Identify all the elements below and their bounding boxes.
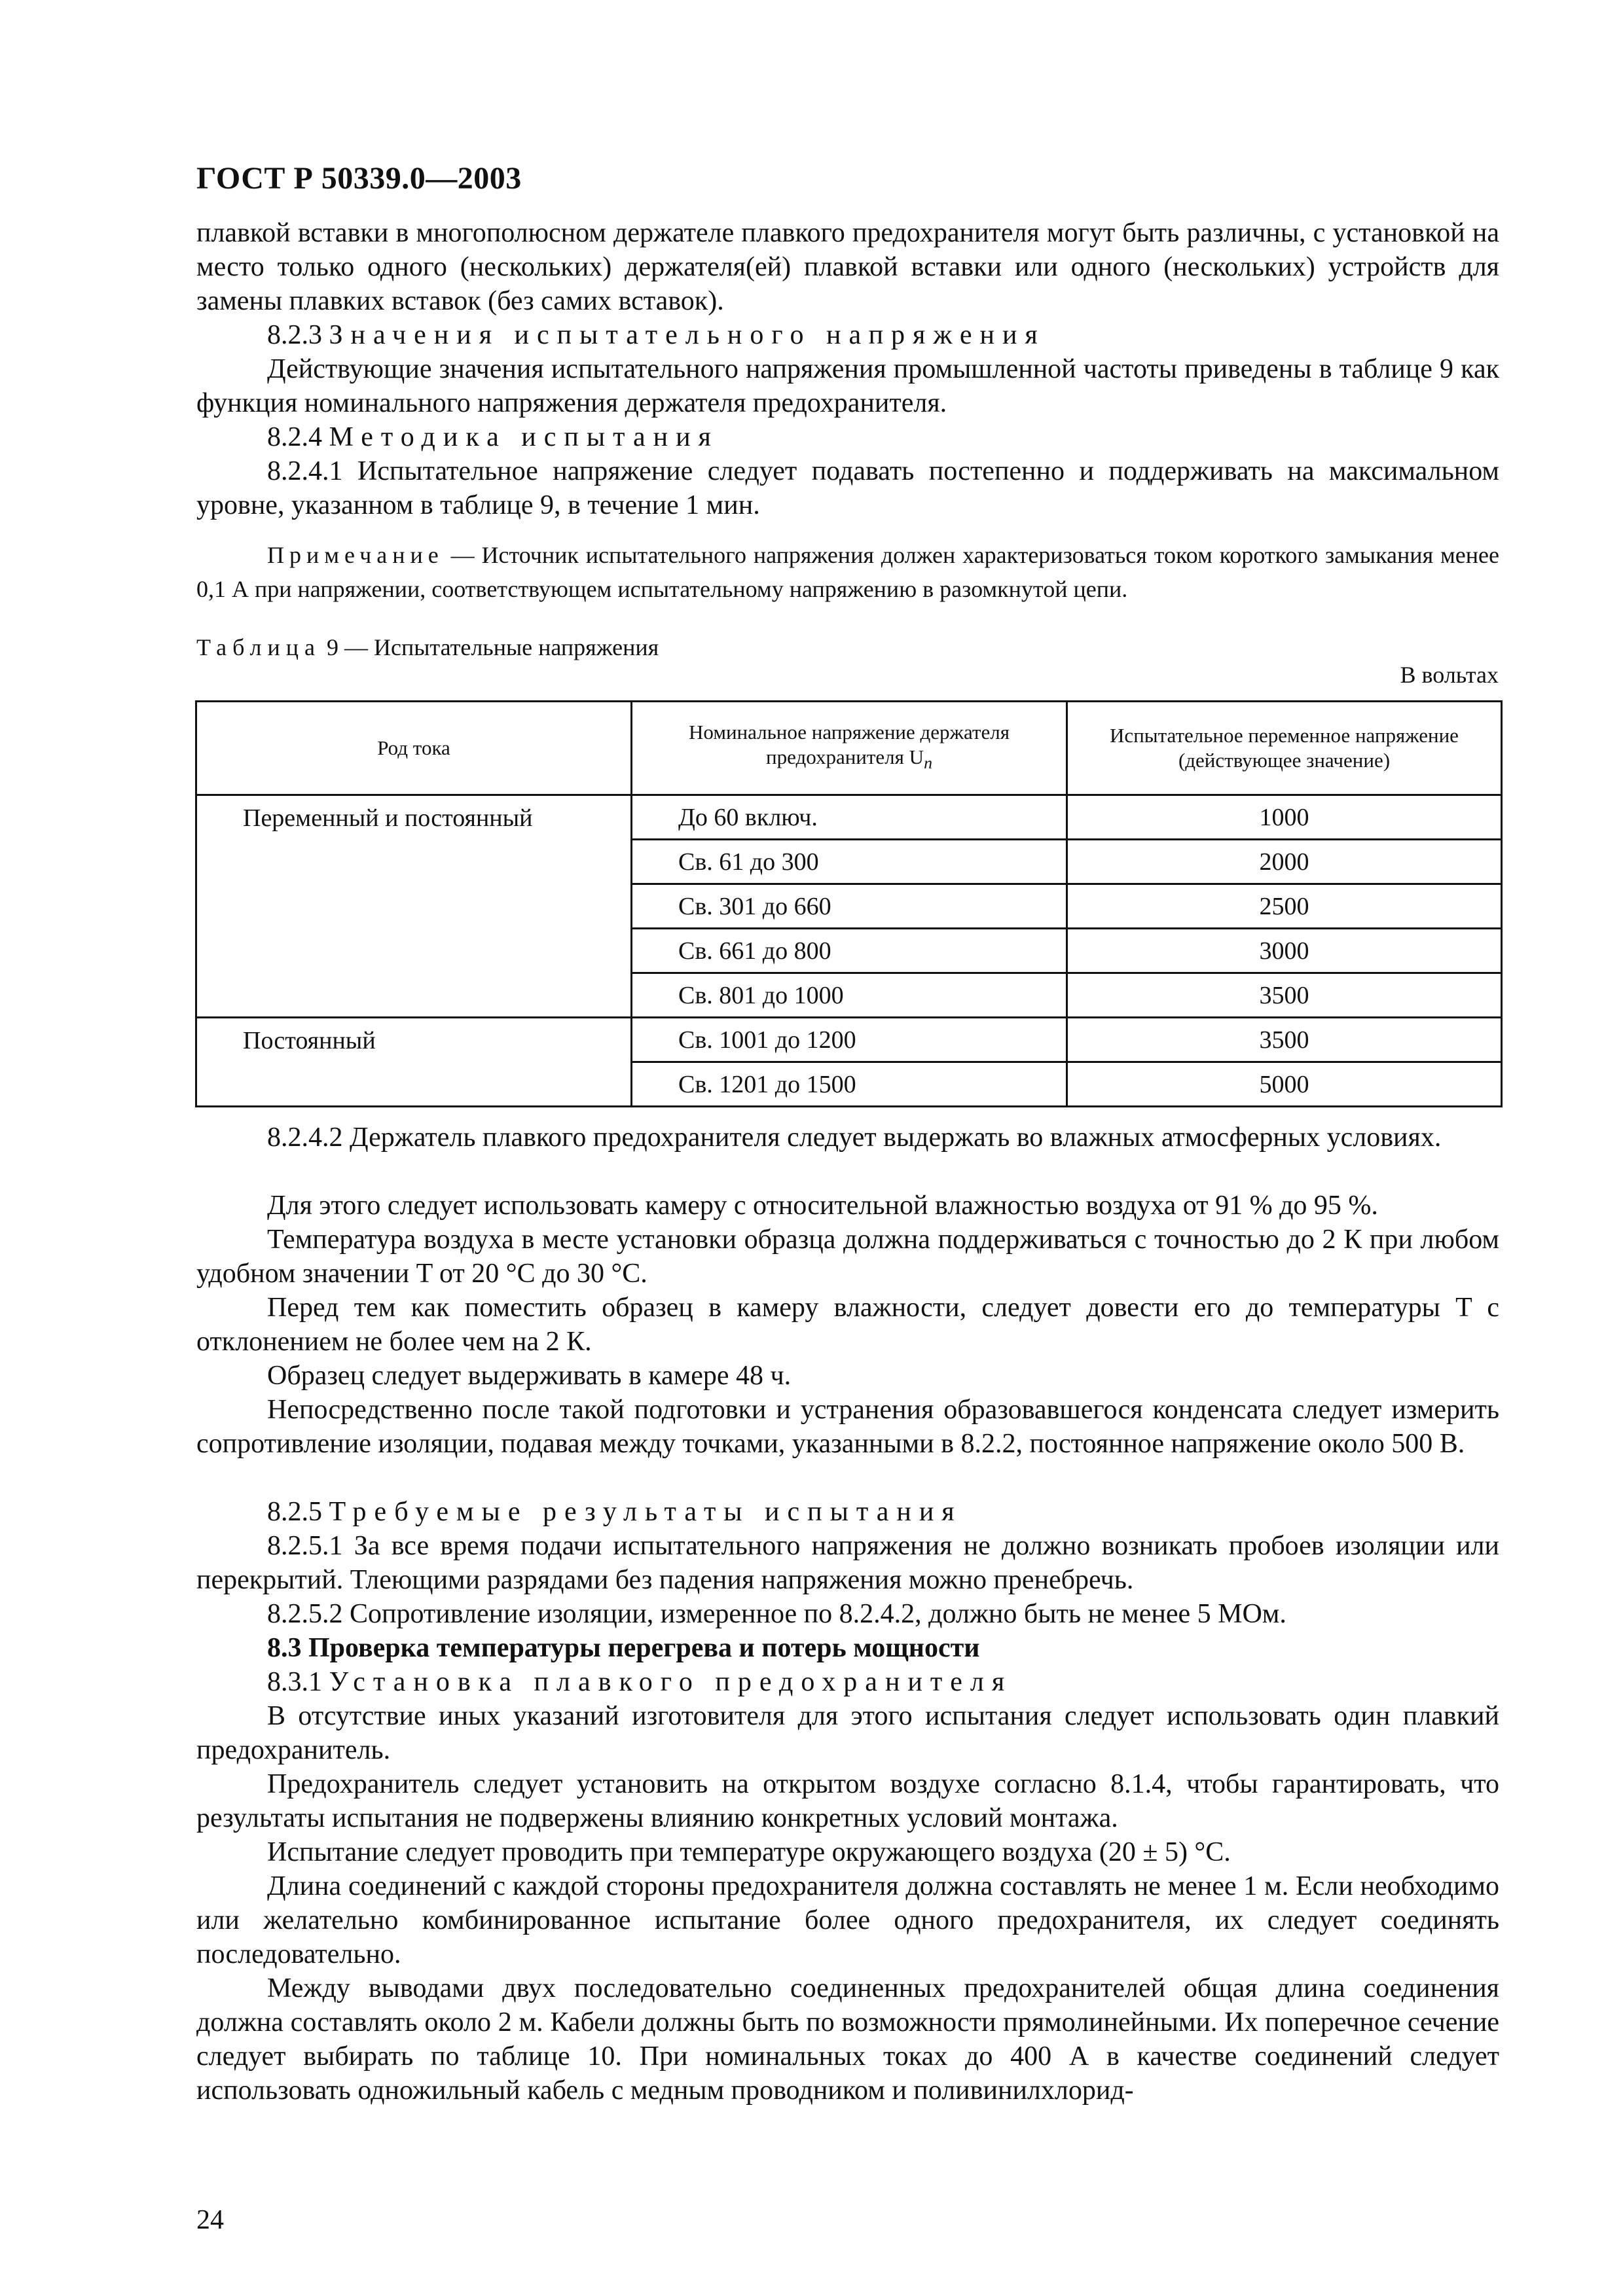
test-cell: 2500 [1067,884,1502,929]
table-units: В вольтах [1400,662,1499,688]
section-title: Требуемые результаты испытания [329,1497,962,1527]
test-cell: 3000 [1067,929,1502,973]
paragraph-8-3-1-b: Предохранитель следует установить на открытом воздухе согласно 8.1.4, чтобы гарантировать, что результаты испытания не подвержены влиянию конкретных условий монтажа. [196,1769,1499,1833]
nominal-cell: Св. 801 до 1000 [632,973,1067,1018]
kind-cell: Переменный и постоянный [196,795,632,1018]
section-heading-8-3-1 [196,1665,1499,1699]
section-title: Методика испытания [329,422,719,452]
paragraph-8-2-5-2: 8.2.5.2 Сопротивление изоляции, измеренное по 8.2.4.2, должно быть не менее 5 МОм. [267,1599,1286,1629]
paragraph-humidity: Для этого следует использовать камеру с относительной влажностью воздуха от 91 % до 95 %. [267,1191,1378,1221]
nominal-cell: Св. 301 до 660 [632,884,1067,929]
nominal-cell: До 60 включ. [632,795,1067,840]
paragraph-48h: Образец следует выдерживать в камере 48 ч. [267,1361,792,1391]
section-heading-8-3: 8.3 Проверка температуры перегрева и потерь мощности [267,1633,980,1663]
paragraph-continuation: плавкой вставки в многополюсном держателе плавкого предохранителя могут быть различны, с установкой на место только одного (нескольких) держателя(ей) плавкой вставки или одного (нескольких) устройств для замены плавких вставок (без самих вставок). [196,218,1499,316]
test-cell: 1000 [1067,795,1502,840]
test-cell: 5000 [1067,1062,1502,1107]
paragraph-8-2-4-1: 8.2.4.1 Испытательное напряжение следует подавать постепенно и поддерживать на максимальном уровне, указанном в таблице 9, в течение 1 мин. [196,456,1499,520]
paragraph-temperature: Температура воздуха в месте установки образца должна поддерживаться с точностью до 2 К при любом удобном значении T от 20 °С до 30 °С. [196,1225,1499,1289]
section-title: Установка плавкого предохранителя [329,1667,1013,1697]
nominal-cell: Св. 1201 до 1500 [632,1062,1067,1107]
nominal-cell: Св. 661 до 800 [632,929,1067,973]
header-nominal [632,702,1067,795]
paragraph-8-2-4-2: 8.2.4.2 Держатель плавкого предохранителя следует выдержать во влажных атмосферных условиях. [267,1122,1442,1153]
nominal-cell: Св. 61 до 300 [632,840,1067,884]
section-number: 8.2.3 [267,320,322,350]
section-heading-8-2-4 [196,420,1499,454]
table-row [196,1018,1502,1062]
test-cell: 3500 [1067,973,1502,1018]
paragraph-after: Непосредственно после такой подготовки и устранения образовавшегося конденсата следует измерить сопротивление изоляции, подавая между точками, указанными в 8.2.2, постоянное напряжение около 500 В. [196,1395,1499,1459]
note-label: Примечание [267,542,444,568]
table-caption-label: Таблица [196,634,321,660]
section-heading-8-2-5 [196,1495,1499,1529]
section-number: 8.3.1 [267,1667,322,1697]
test-cell: 3500 [1067,1018,1502,1062]
paragraph-8-3-1-d: Длина соединений с каждой стороны предохранителя должна составлять не менее 1 м. Если необходимо или желательно комбинированное испытание более одного предохранителя, их следует соединять последовательно. [196,1871,1499,1969]
note-paragraph [196,538,1499,606]
section-number: 8.2.5 [267,1497,322,1527]
header-test: Испытательное переменное напряжение (действующее значение) [1067,702,1502,795]
paragraph-8-3-1-a: В отсутствие иных указаний изготовителя для этого испытания следует использовать один плавкий предохранитель. [196,1701,1499,1765]
header-nominal-subscript: n [924,753,932,773]
section-heading-8-2-3 [196,318,1499,352]
paragraph-8-2-5-1: 8.2.5.1 За все время подачи испытательного напряжения не должно возникать пробоев изоляции или перекрытий. Тлеющими разрядами без падения напряжения можно пренебречь. [196,1531,1499,1595]
nominal-cell: Св. 1001 до 1200 [632,1018,1067,1062]
section-number: 8.2.4 [267,422,322,452]
paragraph-8-2-3: Действующие значения испытательного напряжения промышленной частоты приведены в таблице 9 как функция номинального напряжения держателя предохранителя. [196,354,1499,418]
section-title: Значения испытательного напряжения [329,320,1046,350]
header-kind: Род тока [196,702,632,795]
document-header: ГОСТ Р 50339.0—2003 [196,161,522,196]
paragraph-8-3-1-e: Между выводами двух последовательно соединенных предохранителей общая длина соединения должна составлять около 2 м. Кабели должны быть по возможности прямолинейными. Их поперечное сечение следует выбирать по таблице 10. При номинальных токах до 400 А в качестве соединений следует использовать одножильный кабель с медным проводником и поливинилхлорид- [196,1973,1499,2106]
paragraph-before: Перед тем как поместить образец в камеру влажности, следует довести его до температуры T с отклонением не более чем на 2 К. [196,1293,1499,1357]
test-voltage-table [195,700,1503,1107]
note-text: — Источник испытательного напряжения должен характеризоваться током короткого замыкания менее 0,1 А при напряжении, соответствующем испытательному напряжению в разомкнутой цепи. [196,542,1499,602]
paragraph-8-3-1-c: Испытание следует проводить при температуре окружающего воздуха (20 ± 5) °С. [267,1837,1231,1867]
test-cell: 2000 [1067,840,1502,884]
header-nominal-text: Номинальное напряжение держателя предохранителя U [689,721,1010,769]
table-header-row [196,702,1502,795]
kind-cell: Постоянный [196,1018,632,1107]
table-caption [196,634,659,661]
table-row [196,795,1502,840]
table-caption-text: 9 — Испытательные напряжения [320,634,659,660]
page-number: 24 [196,2205,224,2235]
